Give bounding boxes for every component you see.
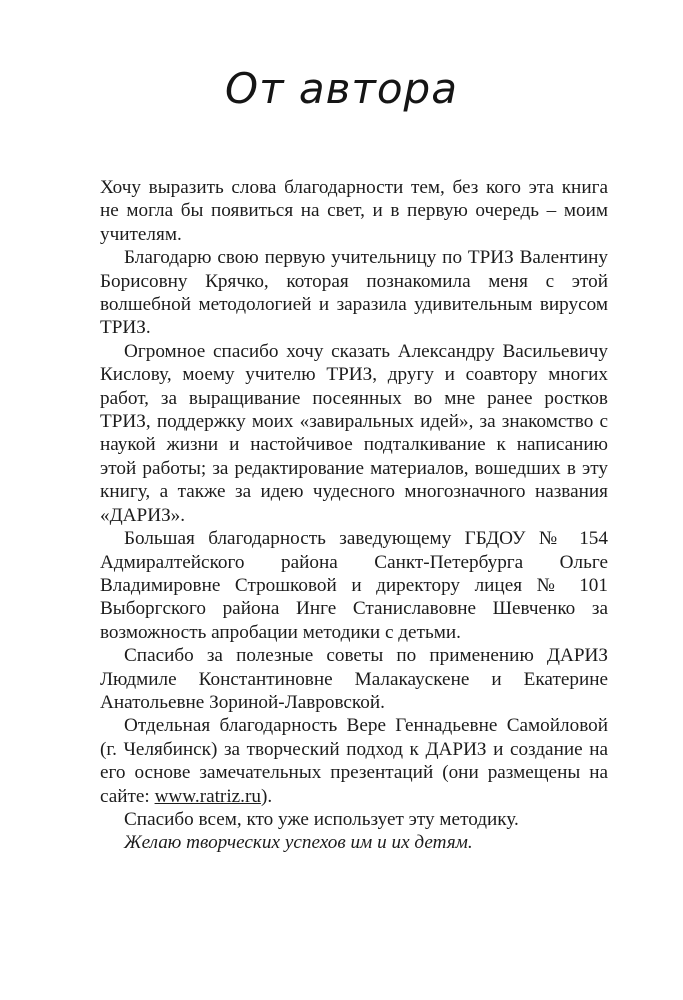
paragraph-gratitude-intro: Хочу выразить слова благодарности тем, без кого эта книга не могла бы появиться на свет, и в первую очередь – моим учителям. bbox=[100, 177, 608, 245]
website-link[interactable]: www.ratriz.ru bbox=[154, 785, 261, 807]
paragraph-coauthor: Огромное спасибо хочу сказать Александру Васильевичу Кислову, моему учителю ТРИЗ, другу и соавтору многих работ, за выращивание посеянных во мне ранее ростков ТРИЗ, поддержку моих «завиральных идей», за знакомство с наукой жизни и настойчивое подталкивание к написанию этой работы; за редактирование материалов, вошедших в эту книгу, а также за идею чудесного многозначного названия «ДАРИЗ». bbox=[100, 340, 608, 526]
presentations-end: ). bbox=[260, 785, 273, 807]
paragraph-school-thanks: Большая благодарность заведующему ГБДОУ № 154 Адмиралтейского района Санкт-Петербурга Ольге Владимировне Строшковой и директору лицея № 101 Выборгского района Инге Станиславовне Шевченко за возможность апробации методики с детьми. bbox=[100, 528, 608, 643]
paragraph-presentations bbox=[100, 714, 608, 808]
body-text bbox=[100, 176, 608, 855]
paragraph-closing-wish: Желаю творческих успехов им и их детям. bbox=[124, 832, 473, 854]
paragraph-advice-thanks: Спасибо за полезные советы по применению ДАРИЗ Людмиле Константиновне Малакаускене и Екатерине Анатольевне Зориной-Лавровской. bbox=[100, 645, 608, 713]
page-title: От автора bbox=[225, 64, 458, 113]
paragraph-thanks-all: Спасибо всем, кто уже использует эту методику. bbox=[124, 808, 519, 830]
presentations-text: Отдельная благодарность Вере Геннадьевне Самойловой (г. Челябинск) за творческий подход к ДАРИЗ и создание на его основе замечательных презентаций (они размещены на сайте: bbox=[100, 715, 608, 807]
paragraph-first-teacher: Благодарю свою первую учительницу по ТРИЗ Валентину Борисовну Крячко, которая познакомила меня с этой волшебной методологией и заразила удивительным вирусом ТРИЗ. bbox=[100, 247, 608, 339]
